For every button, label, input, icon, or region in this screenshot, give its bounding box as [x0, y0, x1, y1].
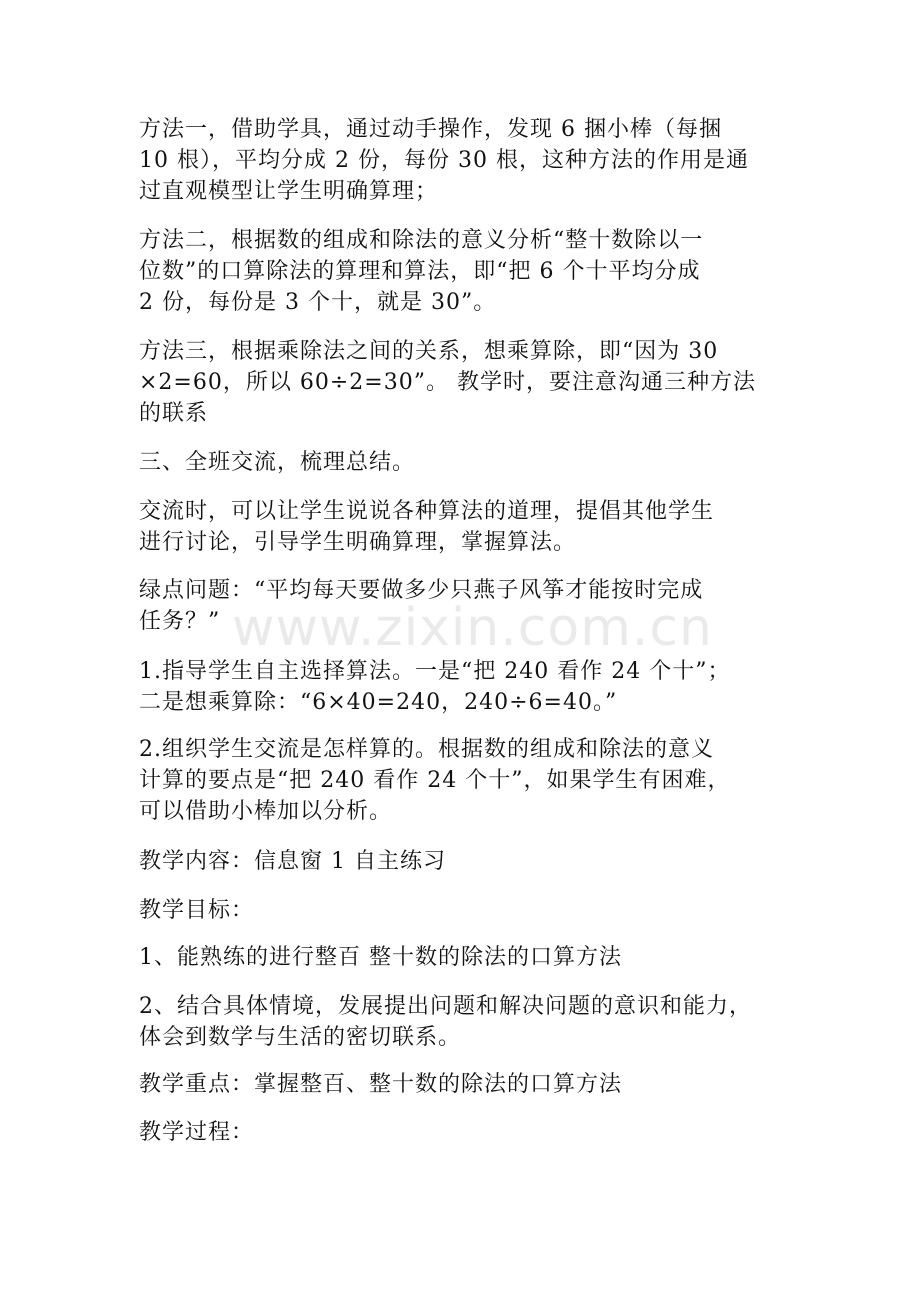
paragraph-method-two [139, 225, 799, 318]
text-line: 教学过程： [139, 1120, 255, 1145]
teaching-focus [139, 1069, 799, 1100]
text-line: 2.组织学生交流是怎样算的。根据数的组成和除法的意义 [139, 737, 714, 762]
text-line: 位数”的口算除法的算理和算法，即“把 6 个十平均分成 [139, 259, 701, 284]
text-line: 三、全班交流，梳理总结。 [139, 450, 416, 475]
text-line: 计算的要点是“把 240 看作 24 个十”，如果学生有困难， [139, 768, 731, 793]
text-line: 可以借助小棒加以分析。 [139, 799, 393, 824]
text-line: 二是想乘算除：“6×40=240，240÷6=40。” [139, 690, 618, 715]
text-line: 方法三，根据乘除法之间的关系，想乘算除，即“因为 30 [139, 339, 719, 364]
text-line: 1.指导学生自主选择算法。一是“把 240 看作 24 个十”； [139, 659, 731, 684]
teaching-goal-two [139, 991, 799, 1053]
paragraph-step-two [139, 734, 799, 827]
teaching-content [139, 846, 799, 877]
text-line: 过直观模型让学生明确算理； [139, 179, 439, 204]
text-line: 教学内容：信息窗 1 自主练习 [139, 849, 446, 874]
paragraph-step-one [139, 656, 799, 718]
text-line: 的联系 [139, 401, 209, 426]
paragraph-method-one [139, 114, 799, 207]
text-line: 交流时，可以让学生说说各种算法的道理，提倡其他学生 [139, 499, 715, 524]
text-line: 教学目标： [139, 898, 255, 923]
teaching-process-heading [139, 1117, 799, 1148]
text-line: 任务？” [139, 609, 221, 634]
text-line: 方法一，借助学具，通过动手操作，发现 6 捆小棒（每捆 [139, 117, 722, 142]
text-line: 方法二，根据数的组成和除法的意义分析“整十数除以一 [139, 228, 704, 253]
text-line: 1、能熟练的进行整百 整十数的除法的口算方法 [139, 945, 622, 970]
text-line: 体会到数学与生活的密切联系。 [139, 1025, 462, 1050]
teaching-goal-one [139, 942, 799, 973]
site-watermark: www.zixin.com.cn [232, 598, 713, 658]
text-line: 进行讨论，引导学生明确算理，掌握算法。 [139, 530, 577, 555]
text-line: 2 份，每份是 3 个十，就是 30”。 [139, 290, 497, 315]
text-line: 10 根），平均分成 2 份，每份 30 根，这种方法的作用是通 [139, 148, 749, 173]
section-heading-class-exchange [139, 447, 799, 478]
text-line: 绿点问题：“平均每天要做多少只燕子风筝才能按时完成 [139, 578, 704, 603]
text-line: ×2=60，所以 60÷2=30”。 教学时，要注意沟通三种方法 [139, 370, 756, 395]
paragraph-exchange [139, 496, 799, 558]
teaching-goals-heading [139, 895, 799, 926]
text-line: 教学重点：掌握整百、整十数的除法的口算方法 [139, 1072, 623, 1097]
paragraph-method-three [139, 336, 799, 429]
text-line: 2、结合具体情境，发展提出问题和解决问题的意识和能力， [139, 994, 752, 1019]
